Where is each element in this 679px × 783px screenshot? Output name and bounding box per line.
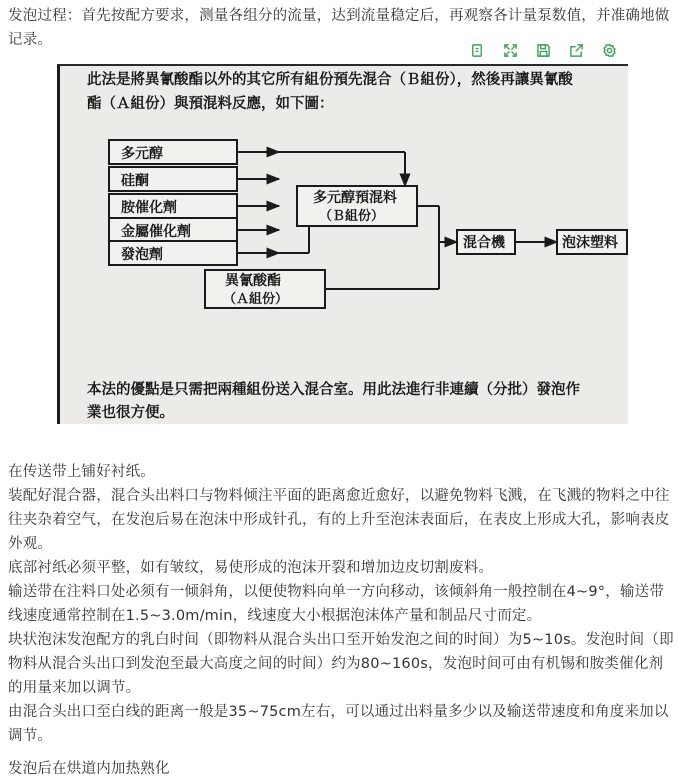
body-paragraph: 输送带在注料口处必须有一倾斜角，以便使物料向单一方向移动，该倾斜角一般控制在4~9°，输送带线速度通常控制在1.5~3.0m/min，线速度大小根据泡沫体产量和制品尺寸而定。 bbox=[8, 584, 665, 624]
share-icon bbox=[569, 43, 584, 58]
isocyanate-sublabel: （Ａ組份） bbox=[223, 292, 289, 307]
figure-footer-line1: 本法的優點是只需把兩種組份送入混合室。用此法進行非連續（分批）發泡作 bbox=[87, 381, 580, 398]
figure-header-line1: 此法是將異氰酸酯以外的其它所有組份預先混合（Ｂ組份），然後再讓異氰酸 bbox=[87, 71, 573, 88]
share-button[interactable] bbox=[561, 35, 591, 65]
input-label: 發泡劑 bbox=[121, 247, 163, 263]
settings-icon bbox=[602, 43, 617, 58]
settings-button[interactable] bbox=[594, 35, 624, 65]
input-label: 金屬催化劑 bbox=[121, 224, 191, 240]
figure-header-line2: 酯（Ａ組份）與預混料反應，如下圖： bbox=[87, 95, 334, 112]
input-label: 胺催化劑 bbox=[121, 200, 177, 216]
premix-sublabel: （Ｂ組份） bbox=[319, 209, 385, 224]
isocyanate-label: 異氰酸酯 bbox=[225, 273, 281, 289]
expand-button[interactable] bbox=[495, 35, 525, 65]
image-toolbar bbox=[462, 35, 624, 65]
body-paragraph: 在传送带上铺好衬纸。 bbox=[8, 464, 155, 480]
expand-icon bbox=[503, 43, 518, 58]
input-label: 硅酮 bbox=[121, 173, 149, 189]
intro-paragraph: 发泡过程：首先按配方要求，测量各组分的流量，达到流量稳定后，再观察各计量泵数值，并准确地做记录。 bbox=[8, 8, 670, 48]
body-paragraph: 底部衬纸必须平整，如有皱纹，易使形成的泡沫开裂和增加边皮切割废料。 bbox=[8, 560, 494, 576]
input-label: 多元醇 bbox=[121, 146, 163, 162]
body-paragraph: 发泡后在烘道内加热熟化 bbox=[8, 761, 170, 777]
copy-icon bbox=[470, 43, 485, 58]
figure-footer-line2: 業也很方便。 bbox=[87, 404, 174, 421]
body-paragraph: 由混合头出口至白线的距离一般是35~75cm左右，可以通过出料量多少以及输送带速度和角度来加以调节。 bbox=[8, 704, 669, 744]
save-button[interactable] bbox=[528, 35, 558, 65]
body-paragraph: 装配好混合器，混合头出料口与物料倾注平面的距离愈近愈好，以避免物料飞溅，在飞溅的物料之中往往夹杂着空气，在发泡后易在泡沫中形成针孔，有的上升至泡沫表面后，在表皮上形成大孔，影响表皮外观。 bbox=[8, 488, 670, 552]
body-paragraph: 块状泡沫发泡配方的乳白时间（即物料从混合头出口至开始发泡之间的时间）为5~10s。发泡时间（即物料从混合头出口到发泡至最大高度之间的时间）约为80~160s，发泡时间可由有机锡和胺类催化剂的用量来加以调节。 bbox=[8, 632, 674, 696]
premix-label: 多元醇預混料 bbox=[313, 190, 397, 206]
copy-button[interactable] bbox=[462, 35, 492, 65]
mixer-label: 混合機 bbox=[463, 235, 505, 251]
product-label: 泡沫塑料 bbox=[562, 235, 618, 251]
foam-process-figure bbox=[57, 64, 628, 424]
flow-diagram bbox=[57, 64, 628, 424]
save-icon bbox=[536, 43, 551, 58]
